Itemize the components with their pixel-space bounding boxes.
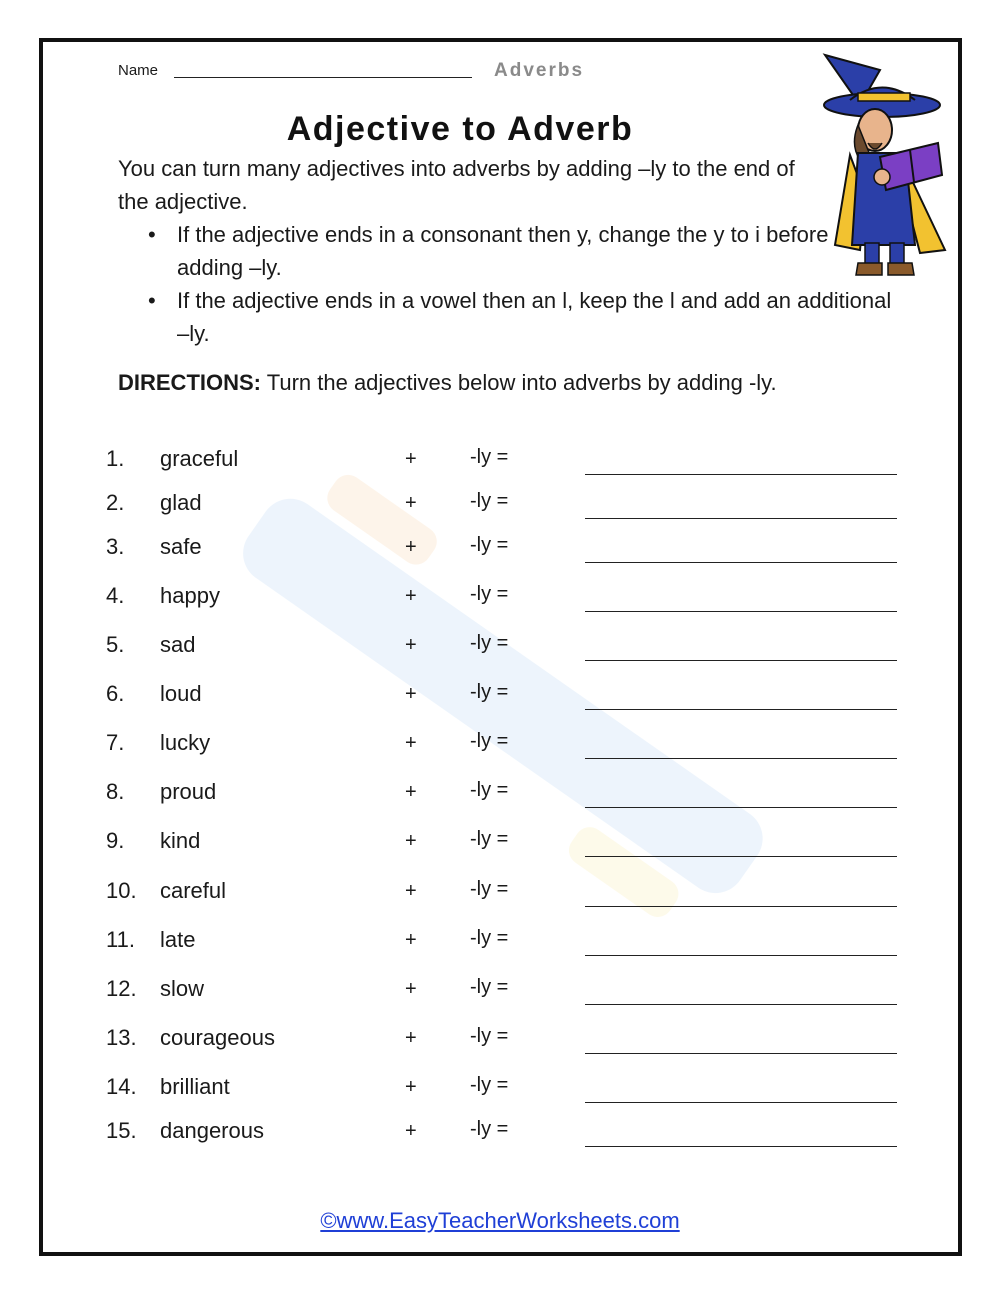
rules-list (118, 218, 898, 350)
answer-line[interactable] (585, 955, 897, 956)
item-number: 4. (106, 583, 125, 608)
suffix-label: -ly = (470, 681, 509, 703)
plus-sign: + (405, 781, 417, 803)
adjective-word: brilliant (160, 1074, 230, 1099)
exercise-row (0, 1118, 1000, 1150)
suffix-label: -ly = (470, 632, 509, 654)
suffix-label: -ly = (470, 490, 509, 512)
exercise-row (0, 779, 1000, 811)
adjective-word: slow (160, 976, 205, 1001)
suffix-label: -ly = (470, 779, 509, 801)
answer-line[interactable] (585, 518, 897, 519)
plus-sign: + (405, 536, 417, 558)
exercise-row (0, 1074, 1000, 1106)
answer-line[interactable] (585, 1053, 897, 1054)
answer-line[interactable] (585, 1004, 897, 1005)
plus-sign: + (405, 1120, 417, 1142)
item-number: 1. (106, 446, 125, 471)
plus-sign: + (405, 492, 417, 514)
item-number: 13. (106, 1025, 137, 1050)
exercise-row (0, 490, 1000, 522)
answer-line[interactable] (585, 856, 897, 857)
suffix-label: -ly = (470, 1074, 509, 1096)
adjective-word: loud (160, 681, 202, 706)
adjective-word: safe (160, 534, 202, 559)
adjective-word: sad (160, 632, 196, 657)
answer-line[interactable] (585, 562, 897, 563)
item-number: 8. (106, 779, 125, 804)
suffix-label: -ly = (470, 828, 509, 850)
intro-text: You can turn many adjectives into adverbs by adding –ly to the end of the adjective. (118, 156, 795, 214)
page-title: Adjective to Adverb (286, 110, 634, 148)
adjective-word: graceful (160, 446, 239, 471)
item-number: 12. (106, 976, 137, 1001)
plus-sign: + (405, 978, 417, 1000)
exercise-row (0, 534, 1000, 566)
answer-line[interactable] (585, 758, 897, 759)
rule-item: • If the adjective ends in a vowel then an l, keep the l and add an additional –ly. (118, 284, 898, 350)
wizard-illustration (820, 45, 955, 280)
suffix-label: -ly = (470, 878, 509, 900)
item-number: 14. (106, 1074, 137, 1099)
rule-item: • If the adjective ends in a consonant then y, change the y to i before adding –ly. (118, 218, 898, 284)
adjective-word: kind (160, 828, 201, 853)
suffix-label: -ly = (470, 1025, 509, 1047)
answer-line[interactable] (585, 660, 897, 661)
exercise-row (0, 927, 1000, 959)
answer-line[interactable] (585, 611, 897, 612)
plus-sign: + (405, 732, 417, 754)
answer-line[interactable] (585, 474, 897, 475)
adjective-word: dangerous (160, 1118, 264, 1143)
plus-sign: + (405, 683, 417, 705)
exercise-row (0, 632, 1000, 664)
exercise-row (0, 446, 1000, 478)
plus-sign: + (405, 585, 417, 607)
adjective-word: lucky (160, 730, 211, 755)
answer-line[interactable] (585, 807, 897, 808)
adjective-word: proud (160, 779, 217, 804)
adjective-word: careful (160, 878, 227, 903)
name-label: Name (118, 62, 159, 79)
directions (118, 370, 777, 396)
adjective-word: happy (160, 583, 220, 608)
topic-heading: Adverbs (494, 60, 585, 81)
item-number: 6. (106, 681, 125, 706)
plus-sign: + (405, 1076, 417, 1098)
footer-website-link[interactable]: ©www.EasyTeacherWorksheets.com (320, 1208, 680, 1233)
exercise-row (0, 1025, 1000, 1057)
item-number: 7. (106, 730, 125, 755)
plus-sign: + (405, 929, 417, 951)
answer-line[interactable] (585, 709, 897, 710)
adjective-word: glad (160, 490, 202, 515)
plus-sign: + (405, 448, 417, 470)
adjective-word: courageous (160, 1025, 275, 1050)
exercise-row (0, 681, 1000, 713)
item-number: 9. (106, 828, 125, 853)
exercise-row (0, 730, 1000, 762)
answer-line[interactable] (585, 1102, 897, 1103)
answer-line[interactable] (585, 1146, 897, 1147)
suffix-label: -ly = (470, 583, 509, 605)
plus-sign: + (405, 880, 417, 902)
plus-sign: + (405, 1027, 417, 1049)
adjective-word: late (160, 927, 196, 952)
directions-label: DIRECTIONS: (118, 370, 261, 395)
exercise-row (0, 583, 1000, 615)
suffix-label: -ly = (470, 976, 509, 998)
suffix-label: -ly = (470, 446, 509, 468)
item-number: 10. (106, 878, 137, 903)
plus-sign: + (405, 634, 417, 656)
exercise-row (0, 828, 1000, 860)
item-number: 3. (106, 534, 125, 559)
suffix-label: -ly = (470, 927, 509, 949)
plus-sign: + (405, 830, 417, 852)
suffix-label: -ly = (470, 534, 509, 556)
item-number: 5. (106, 632, 125, 657)
item-number: 2. (106, 490, 125, 515)
exercise-row (0, 878, 1000, 910)
item-number: 11. (106, 927, 135, 952)
item-number: 15. (106, 1118, 137, 1143)
suffix-label: -ly = (470, 730, 509, 752)
exercise-row (0, 976, 1000, 1008)
directions-text: Turn the adjectives below into adverbs by adding -ly. (261, 370, 777, 395)
name-field[interactable] (174, 77, 472, 78)
suffix-label: -ly = (470, 1118, 509, 1140)
answer-line[interactable] (585, 906, 897, 907)
